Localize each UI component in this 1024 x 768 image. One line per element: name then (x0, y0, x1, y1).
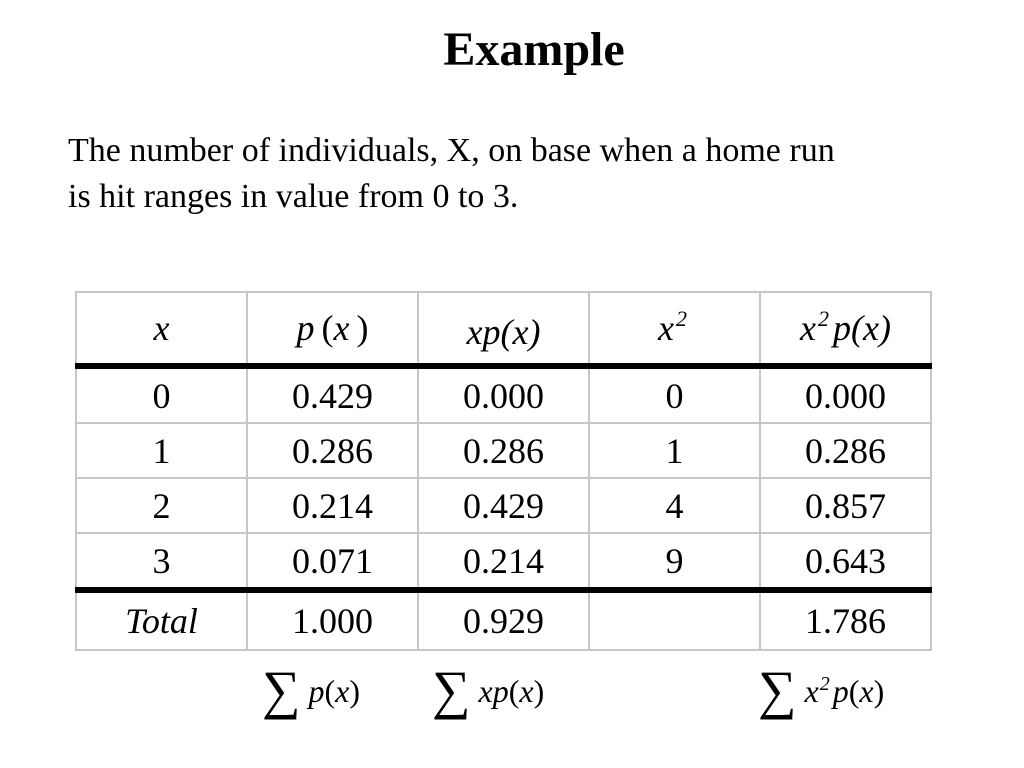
cell-px: 0.286 (247, 423, 418, 478)
cell-x: 1 (76, 423, 247, 478)
cell-x2px: 0.000 (760, 366, 931, 423)
sum-xpx-formula: ∑ xp(x) (432, 660, 545, 720)
intro-line-1: The number of individuals, X, on base when a home run (68, 132, 835, 169)
sum-x2px-formula: ∑ $x^2p(x)$ (758, 660, 885, 720)
sum-x2px-exp: 2 (819, 673, 830, 695)
sum-x2px-fn: p (832, 673, 849, 709)
cell-x2px: 0.286 (760, 423, 931, 478)
summation-icon: ∑ (262, 660, 301, 720)
cell-px: 0.214 (247, 478, 418, 533)
total-x2 (589, 590, 760, 650)
table-row (76, 533, 931, 590)
cell-xpx: 0.000 (418, 366, 589, 423)
header-px-fn: p (296, 308, 315, 348)
total-x2px: 1.786 (760, 590, 931, 650)
header-xpx: xp(x) (418, 292, 589, 366)
header-x2 (589, 292, 760, 366)
table-row (76, 478, 931, 533)
cell-x: 3 (76, 533, 247, 590)
sum-px-var: x (335, 673, 350, 709)
cell-x: 2 (76, 478, 247, 533)
header-x2px-exp: 2 (818, 306, 829, 331)
sum-x2px-base: x (804, 673, 819, 709)
total-px: 1.000 (247, 590, 418, 650)
cell-x2: 4 (589, 478, 760, 533)
header-px-close: ) (356, 308, 369, 348)
sum-px-formula: ∑ p(x) (262, 660, 361, 720)
sum-xpx-fn: xp (478, 673, 509, 709)
sum-xpx-var: x (519, 673, 534, 709)
probability-table (75, 291, 932, 651)
intro-line-2: is hit ranges in value from 0 to 3. (68, 178, 519, 215)
slide-title: Example (443, 23, 625, 76)
cell-xpx: 0.286 (418, 423, 589, 478)
cell-x2px: 0.643 (760, 533, 931, 590)
table-row (76, 366, 931, 423)
summation-icon: ∑ (758, 660, 797, 720)
header-x: x (76, 292, 247, 366)
header-x2-base: x (658, 308, 674, 348)
header-px-var: x (333, 308, 350, 348)
cell-px: 0.071 (247, 533, 418, 590)
cell-x2: 0 (589, 366, 760, 423)
header-px (247, 292, 418, 366)
header-x2px-base: x (800, 308, 816, 348)
table-total-row (76, 590, 931, 650)
cell-x2: 9 (589, 533, 760, 590)
summation-icon: ∑ (432, 660, 471, 720)
header-x2-exp: 2 (675, 306, 687, 331)
cell-x2: 1 (589, 423, 760, 478)
cell-xpx: 0.214 (418, 533, 589, 590)
intro-text (68, 128, 988, 220)
sum-px-fn: p (308, 673, 325, 709)
cell-x2px: 0.857 (760, 478, 931, 533)
sum-x2px-var: x (859, 673, 874, 709)
table-header-row (76, 292, 931, 366)
cell-px: 0.429 (247, 366, 418, 423)
cell-x: 0 (76, 366, 247, 423)
header-px-open: ( (321, 308, 334, 348)
table-row (76, 423, 931, 478)
header-x2px-rest: p(x) (833, 308, 891, 348)
header-x2px (760, 292, 931, 366)
total-xpx: 0.929 (418, 590, 589, 650)
total-label: Total (76, 590, 247, 650)
cell-xpx: 0.429 (418, 478, 589, 533)
